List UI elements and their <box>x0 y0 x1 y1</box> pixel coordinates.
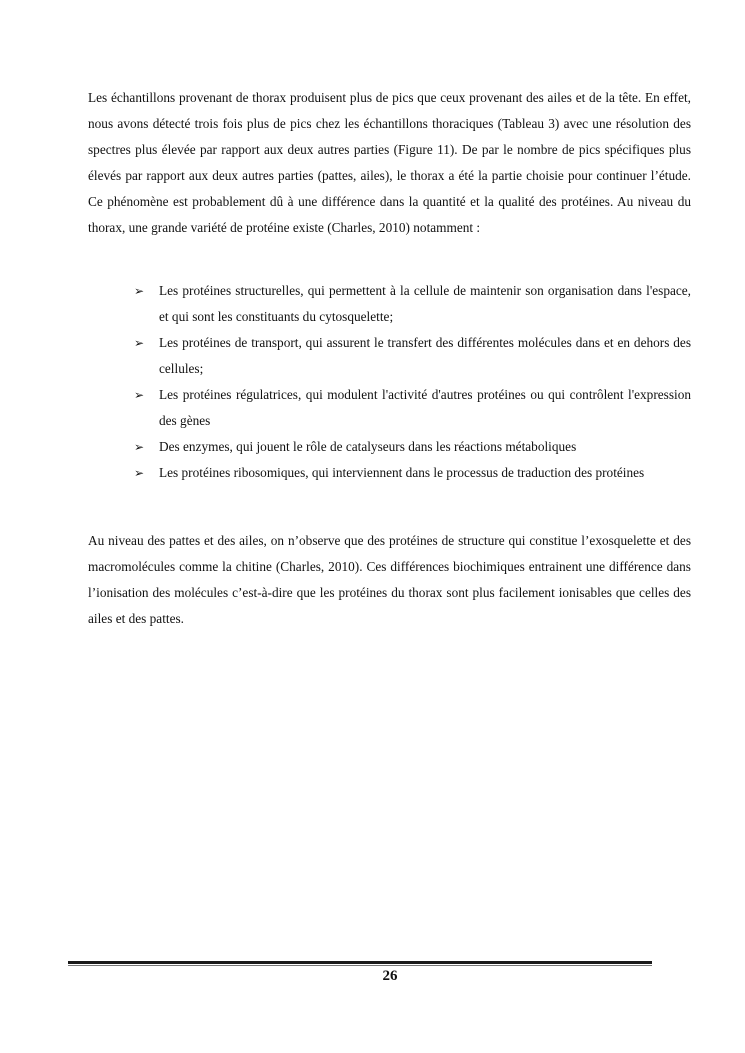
page-number: 26 <box>382 968 398 984</box>
arrow-bullet-icon: ➢ <box>134 336 145 350</box>
arrow-bullet-icon: ➢ <box>134 466 145 480</box>
bullet-item-4 <box>134 434 691 460</box>
arrow-bullet-icon: ➢ <box>134 440 145 454</box>
bullet-text-1: Les protéines structurelles, qui permettent à la cellule de maintenir son organisation dans l'espace, et qui sont les constituants du cytosquelette; <box>159 283 691 324</box>
arrow-bullet-icon: ➢ <box>134 284 145 298</box>
protein-bullet-list <box>134 278 691 486</box>
bullet-text-2: Les protéines de transport, qui assurent le transfert des différentes molécules dans et en dehors des cellules; <box>159 335 691 376</box>
footer-divider <box>68 961 652 964</box>
body-paragraph-1: Les échantillons provenant de thorax produisent plus de pics que ceux provenant des ailes et de la tête. En effet, nous avons détecté trois fois plus de pics chez les échantillons thoraciques (Tableau 3) avec une résolution des spectres plus élevée par rapport aux deux autres parties (Figure 11). De par le nombre de pics spécifiques plus élevés par rapport aux deux autres parties (pattes, ailes), le thorax a été la partie choisie pour continuer l’étude. Ce phénomène est probablement dû à une différence dans la quantité et la qualité des protéines. Au niveau du thorax, une grande variété de protéine existe (Charles, 2010) notamment : <box>88 90 691 235</box>
bullet-text-3: Les protéines régulatrices, qui modulent l'activité d'autres protéines ou qui contrôlent l'expression des gènes <box>159 387 691 428</box>
bullet-item-1 <box>134 278 691 330</box>
bullet-text-5: Les protéines ribosomiques, qui interviennent dans le processus de traduction des protéines <box>159 465 645 480</box>
arrow-bullet-icon: ➢ <box>134 388 145 402</box>
bullet-item-5 <box>134 460 691 486</box>
bullet-item-2 <box>134 330 691 382</box>
body-paragraph-2: Au niveau des pattes et des ailes, on n’observe que des protéines de structure qui constitue l’exosquelette et des macromolécules comme la chitine (Charles, 2010). Ces différences biochimiques entrainent une différence dans l’ionisation des molécules c’est-à-dire que les protéines du thorax sont plus facilement ionisables que celles des ailes et des pattes. <box>88 533 691 626</box>
bullet-item-3 <box>134 382 691 434</box>
bullet-text-4: Des enzymes, qui jouent le rôle de catalyseurs dans les réactions métaboliques <box>159 439 577 454</box>
